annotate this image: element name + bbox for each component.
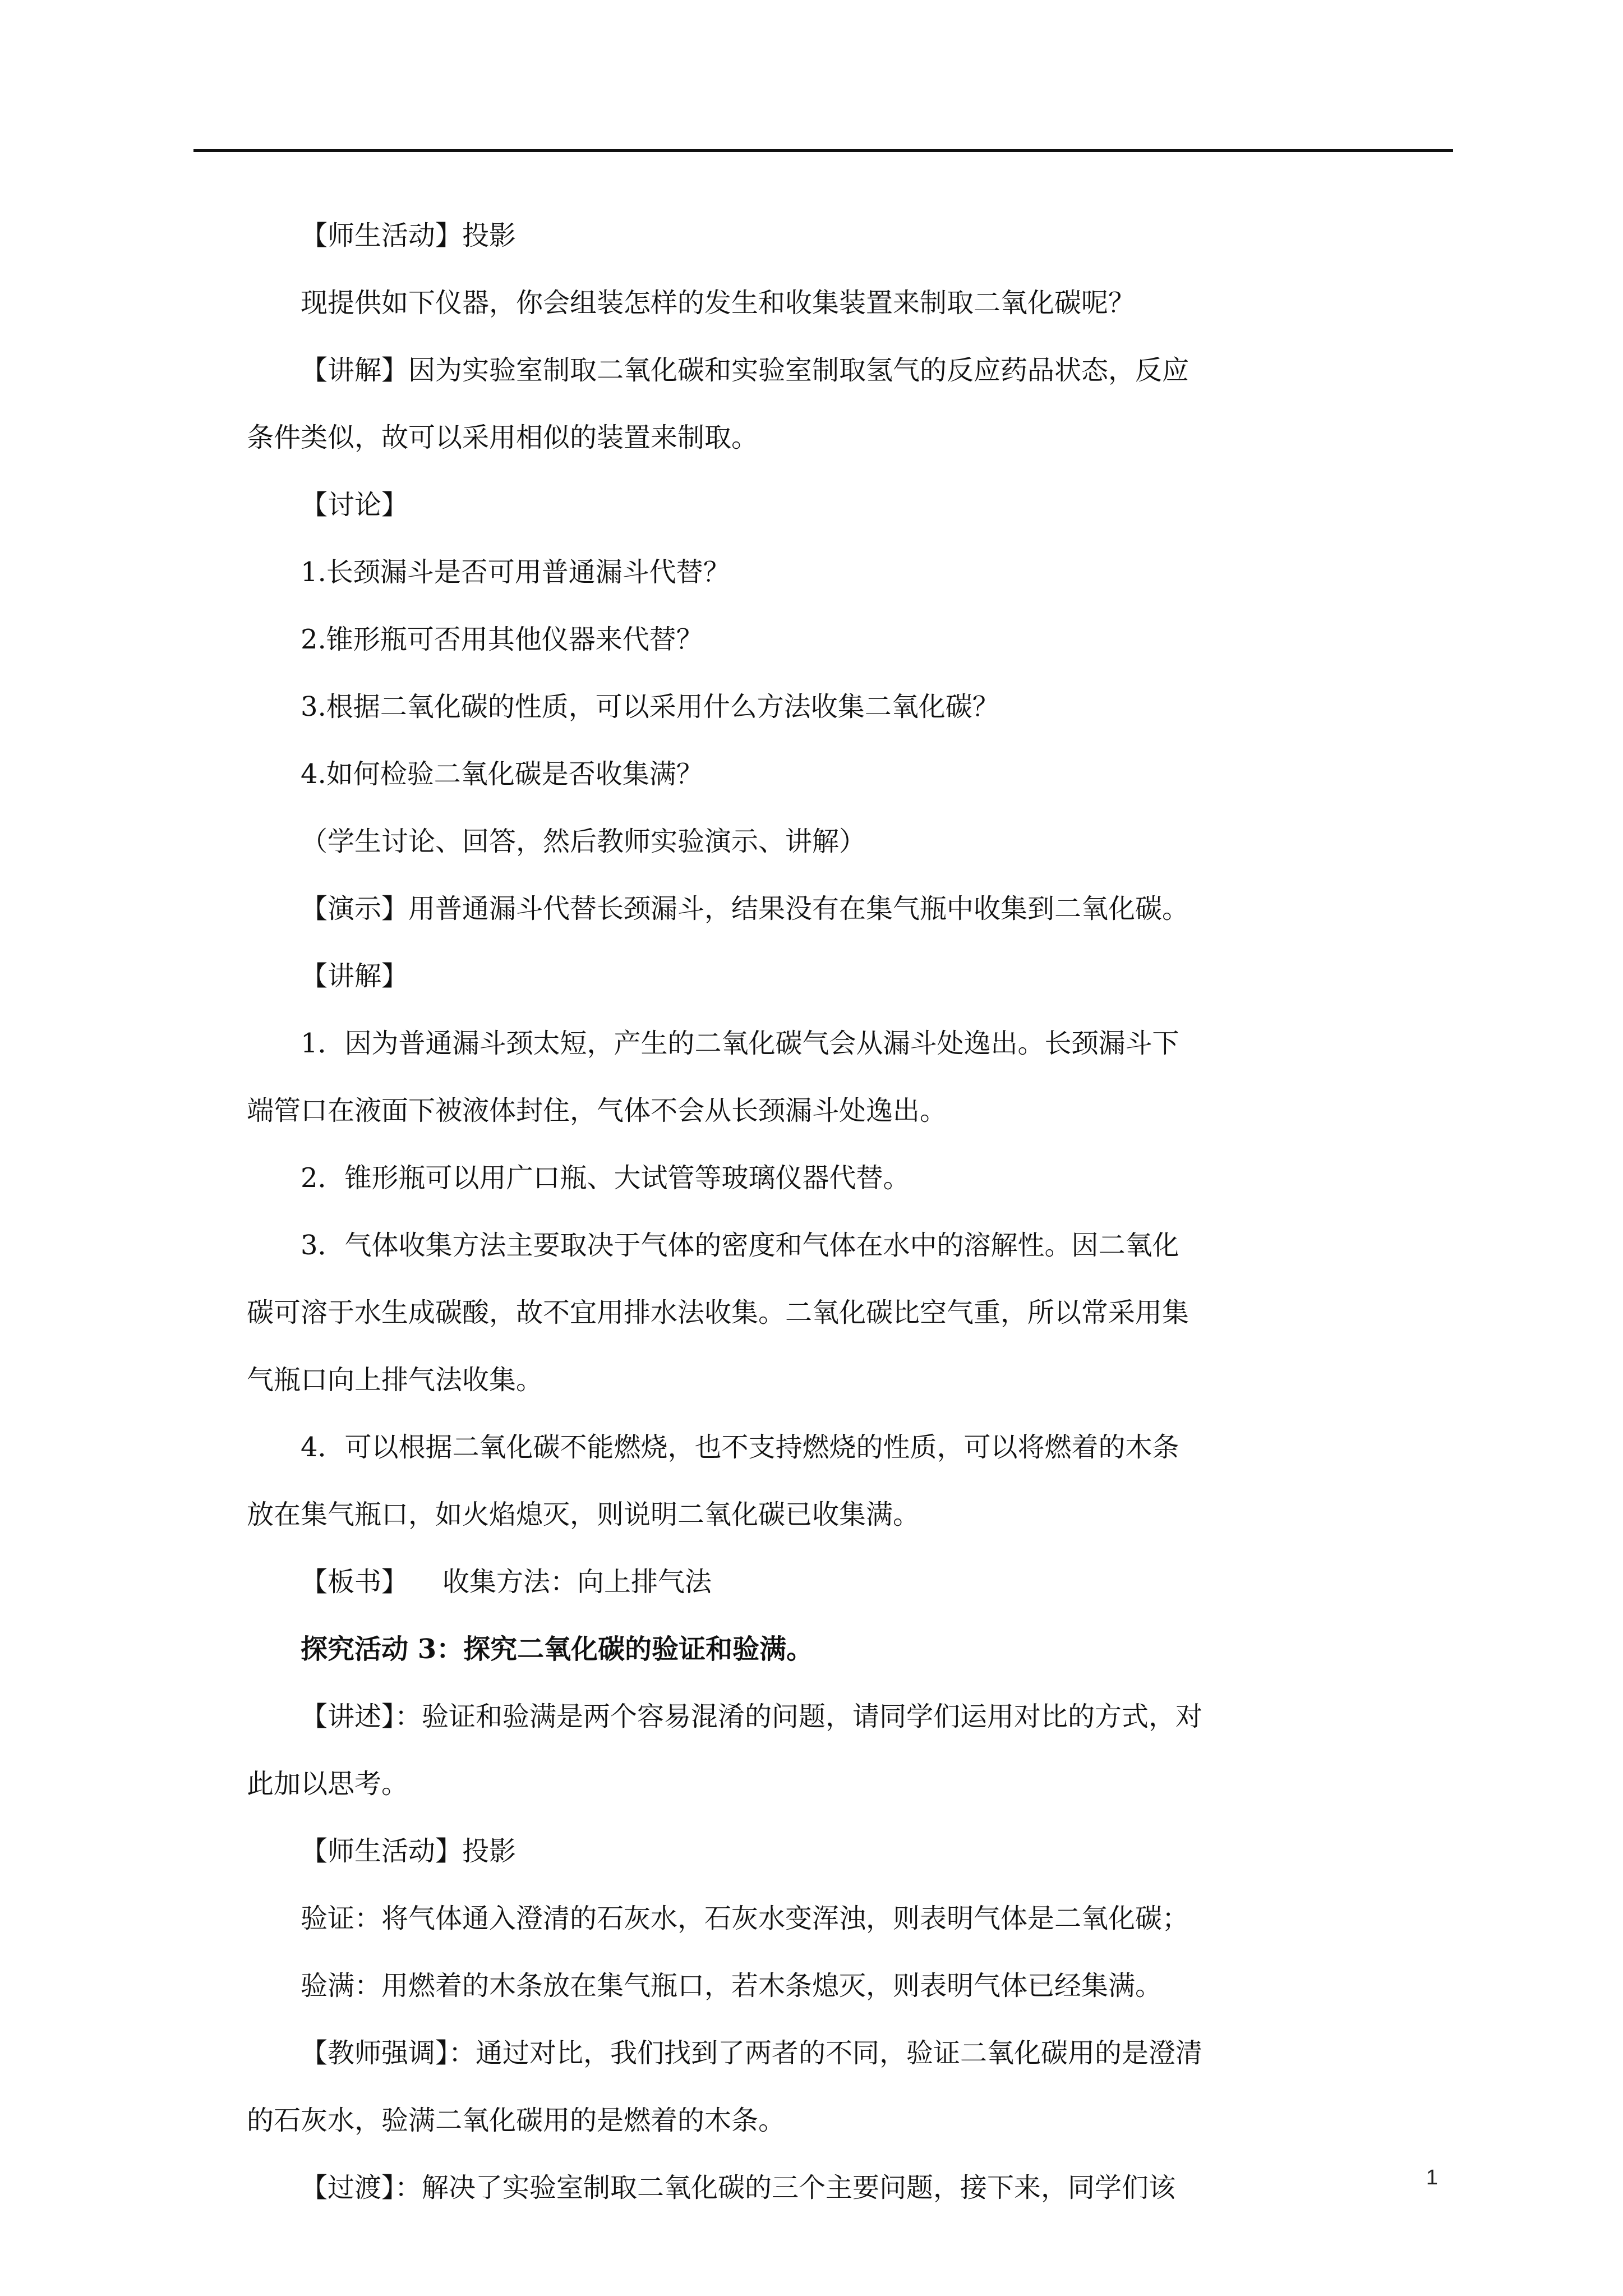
paragraph: 验证：将气体通入澄清的石灰水，石灰水变浑浊，则表明气体是二氧化碳； (301, 1903, 1189, 1934)
paragraph: 【讨论】 (301, 489, 409, 521)
header-rule (193, 149, 1453, 152)
paragraph: 【过渡】：解决了实验室制取二氧化碳的三个主要问题，接下来，同学们该 (301, 2172, 1176, 2203)
paragraph: 【演示】用普通漏斗代替长颈漏斗，结果没有在集气瓶中收集到二氧化碳。 (301, 893, 1189, 924)
paragraph: 4.如何检验二氧化碳是否收集满？ (301, 758, 703, 790)
paragraph: 【讲解】 (301, 960, 409, 992)
paragraph: 2.锥形瓶可否用其他仪器来代替？ (301, 624, 703, 655)
paragraph: 【讲述】：验证和验满是两个容易混淆的问题，请同学们运用对比的方式，对此加以思考。 (247, 1701, 1203, 1800)
paragraph: 【教师强调】：通过对比，我们找到了两者的不同，验证二氧化碳用的是澄清的石灰水，验满二氧化碳用的是燃着的木条。 (247, 2037, 1203, 2136)
paragraph: 【讲解】因为实验室制取二氧化碳和实验室制取氢气的反应药品状态，反应条件类似，故可以采用相似的装置来制取。 (247, 355, 1189, 453)
paragraph: 4．可以根据二氧化碳不能燃烧，也不支持燃烧的性质，可以将燃着的木条放在集气瓶口，如火焰熄灭，则说明二氧化碳已收集满。 (247, 1432, 1179, 1530)
paragraph: （学生讨论、回答，然后教师实验演示、讲解） (301, 826, 866, 857)
paragraph: 3．气体收集方法主要取决于气体的密度和气体在水中的溶解性。因二氧化碳可溶于水生成碳酸，故不宜用排水法收集。二氧化碳比空气重，所以常采用集气瓶口向上排气法收集。 (247, 1230, 1189, 1396)
paragraph: 【师生活动】投影 (301, 220, 517, 251)
paragraph: 现提供如下仪器，你会组装怎样的发生和收集装置来制取二氧化碳呢？ (301, 287, 1136, 319)
paragraph: 1．因为普通漏斗颈太短，产生的二氧化碳气会从漏斗处逸出。长颈漏斗下端管口在液面下被液体封住，气体不会从长颈漏斗处逸出。 (247, 1028, 1179, 1126)
paragraph: 2．锥形瓶可以用广口瓶、大试管等玻璃仪器代替。 (301, 1162, 910, 1194)
page-number: 1 (1426, 2166, 1438, 2189)
section-heading: 探究活动 3：探究二氧化碳的验证和验满。 (301, 1634, 814, 1665)
paragraph: 3.根据二氧化碳的性质，可以采用什么方法收集二氧化碳？ (301, 691, 999, 723)
paragraph: 【师生活动】投影 (301, 1835, 517, 1867)
paragraph: 【板书】 收集方法：向上排气法 (301, 1566, 712, 1598)
document-body (247, 202, 1203, 2221)
paragraph: 1.长颈漏斗是否可用普通漏斗代替？ (301, 556, 730, 588)
paragraph: 验满：用燃着的木条放在集气瓶口，若木条熄灭，则表明气体已经集满。 (301, 1970, 1163, 2001)
